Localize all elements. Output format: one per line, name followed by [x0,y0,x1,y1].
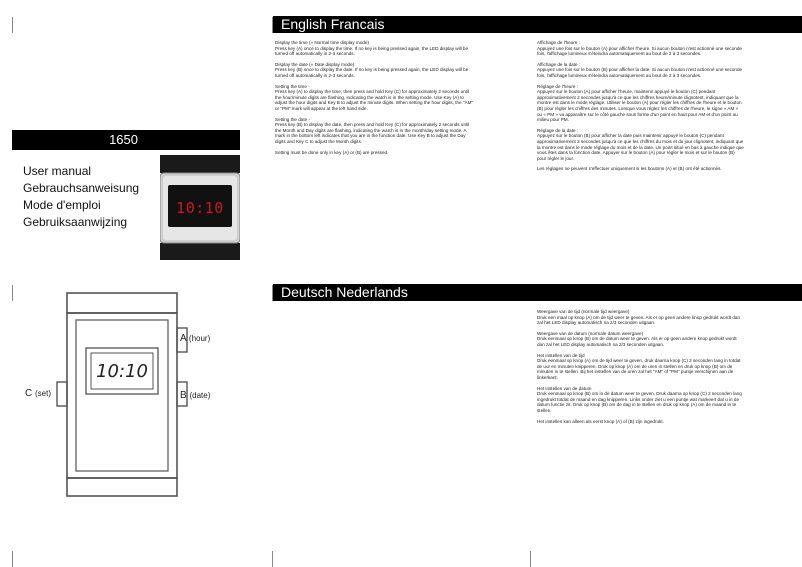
instruction-block: Het instellen kan alleen als eerst knop (A) of (B) zijn ingedrukt. [537,418,664,424]
manual-title: Gebrauchsanweisung [23,181,140,195]
instruction-block: Weergave van de tijd (normale tijd weergave) Druk een maal op knop (A) om de tijd weer te geven. Als er op geen andere knop gedrukt wordt dan zal het LED display automatisch na 2/3 seconden uitgaan. [537,309,741,326]
watch-photo [160,155,240,260]
instruction-block: Het instellen van de tijd Druk eenmaal op knop (A) om de tijd weer te geven, druk daarna knop (C) 2 seconden lang in totdat de uur en minuten knipperen. Druk op knop (A) om de uren in stellen en druk op knop (B) om de minuten in te stellen. Bij het instellen van de uren zal het "AM" of "PM" puntje verschijnen aan de linkerkant. [537,352,741,380]
instruction-block: Setting must be done only in key (A) or (B) are pressed. [275,149,389,155]
button-a-label: A (hour) [180,333,211,344]
instruction-block: Weergave van de datum (normale datum weergave) Druk eenmaal op knop (B) om de datum weer te geven. Als er op geen andere knop gedrukt wordt dan zal het LED display automatisch na 2/3 seconden uitgaan. [537,330,737,347]
model-number-bar [12,130,240,150]
instruction-block: Display the time (» Normal time display mode) Press key (A) once to display the time. If no key is being pressed again, the LED display will be turned off automatically in 2-3 seconds. [275,40,469,57]
instruction-block: Het instellen van de datum Druk eenmaal op knop (B) om in de datum weer te geven. Druk daarna op knop (C) 2 seconden lang ingedrukt totdat de maand en dag knipperen. Links onder ziet u een puntje wat markeert dat u in de datum functie zit. Druk op knop (B) om de dag in te stellen en druk op knop (A) om de maand in te stellen. [537,385,742,413]
instruction-block: Setting the date - Press key (B) to display the date, then press and hold Key (C) for approximately 2 seconds until the Month and Day digits are flashing, indicating the watch is in the month/day setting mode. A mark in the bottom left indicates that you are in the function date. Use Key B to adjust the Day digits and Key C to adjust the Month digits. [275,116,470,144]
instruction-block: Les réglages ne peuvent s'effectuer uniquement si les boutons (A) et (B) ont été actionnés. [537,166,722,172]
watch-led-display: 10:10 [176,199,224,217]
diagram-display: 10:10 [96,361,148,382]
button-c-label: C (set) [25,388,52,399]
crop-mark [530,551,531,567]
manual-title: Gebruiksaanwijzing [23,215,128,229]
instruction-block: Affichage de la date : Appuyez une fois sur le bouton (B) pour afficher la date. Si aucun bouton n'est actionné une seconde fois, l'affichage lumineux s'éteindra automatiquement au bout de 2 à 3 secondes. [537,61,743,78]
instruction-block: Setting the time - Press key (A) to display the time, then press and hold Key (C) for approximately 2 seconds until the hour/minute digits are flashing, indicating the watch is in the setting mode. Use Key (A) to adjust the hour digits and Key B to adjust the minute digits. When setting the hour digits, the "AM" or "PM" mark will appear at the left hand side. [275,83,474,111]
instruction-block: Affichage de l'heure : Appuyez une fois sur le bouton (A) pour afficher l'heure. Si aucun bouton n'est actionné une seconde fois, l'affichage lumineux s'éteindra automatiquement au bout de 2 à 3 secondes. [537,40,742,57]
section-title-de-nl: Deutsch Nederlands [273,284,802,301]
button-b-label: B (date) [180,390,211,401]
manual-title: User manual [23,164,92,178]
manual-title: Mode d'emploi [23,198,101,212]
english-instructions [275,40,475,160]
french-instructions [537,40,744,177]
instruction-block: Display the date (» Date display mode) Press key (B) once to display the date. If no key is being pressed again, the LED display will be turned off automatically in 2-3 seconds. [275,61,469,78]
model-number: 1650 [109,132,138,147]
manual-title-list [23,163,139,231]
crop-mark [12,285,13,301]
crop-mark [12,551,13,567]
crop-mark [12,17,13,33]
instruction-block: Réglage de la date : Appuyez sur le bouton (B) pour afficher la date puis maintenir appuyé le bouton (C) pendant approximativement 2 secondes jusqu'à ce que les chiffres du mois et du jour clignotent, indiquant que la montre est dans le mode réglage du mois et de la date. Un point situé en bas à gauche indique que vous êtes dans la fonction date. Appuyer sur le bouton (A) pour régler le mois et sur le bouton (B) pour régler le jour. [537,127,744,161]
section-title-en-fr: English Francais [273,16,802,33]
crop-mark [272,551,273,567]
instruction-block: Réglage de l'heure : Appuyez sur le bouton (A) pour afficher l'heure, maintenir appuyé le bouton (C) pendant approximativement 2 secondes jusqu'à ce que les chiffres heure/minute clignotent, indiquant que la montre est dans le mode réglage. Utiliser le bouton (A) pour régler les chiffres de l'heure et le bouton (B) pour régler les chiffres des minutes. Lorsque vous réglez les chiffres de l'heure, le signe « AM » ou « PM » va apparaître sur le côté gauche sous forme d'un point en haut pour AM et d'un point au milieu pour PM. [537,83,742,123]
dutch-instructions [537,309,744,429]
